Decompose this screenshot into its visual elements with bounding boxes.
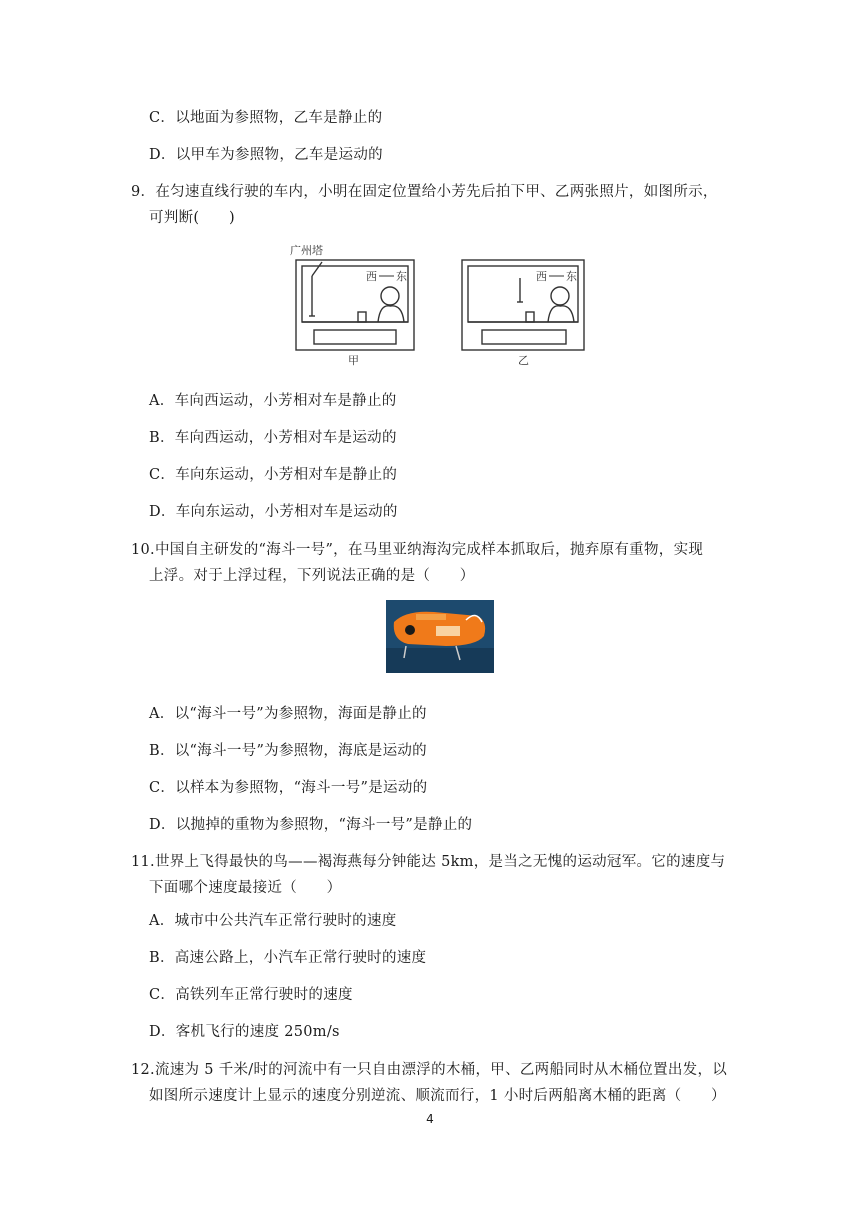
q11-stem-line1: 11.世界上飞得最快的鸟——褐海燕每分钟能达 5km，是当之无愧的运动冠军。它的速度与: [131, 854, 726, 870]
q11-option-d: D．客机飞行的速度 250m/s: [149, 1024, 340, 1040]
q9-option-c: C．车向东运动，小芳相对车是静止的: [149, 467, 398, 483]
q11-option-b: B．高速公路上，小汽车正常行驶时的速度: [149, 950, 427, 966]
caption-jia: 甲: [348, 354, 359, 367]
q9-option-a: A．车向西运动，小芳相对车是静止的: [149, 393, 397, 409]
q9-option-b: B．车向西运动，小芳相对车是运动的: [149, 430, 397, 446]
q11-option-c: C．高铁列车正常行驶时的速度: [149, 987, 353, 1003]
q10-stem-line2: 上浮。对于上浮过程，下列说法正确的是（ ）: [149, 568, 475, 584]
west-label-right: 西: [536, 270, 547, 283]
east-label-left: 东: [396, 270, 407, 283]
q9-stem-line1: 9．在匀速直线行驶的车内，小明在固定位置给小芳先后拍下甲、乙两张照片，如图所示，: [131, 184, 718, 200]
q9-stem-line2: 可判断( ): [149, 210, 235, 226]
submersible-photo: [386, 600, 494, 673]
q12-stem-line2: 如图所示速度计上显示的速度分别逆流、顺流而行，1 小时后两船离木桶的距离（ ）: [149, 1088, 726, 1104]
q11-option-a: A．城市中公共汽车正常行驶时的速度: [149, 913, 397, 929]
page-number: 4: [426, 1112, 434, 1126]
tower-label: 广州塔: [290, 244, 323, 257]
q10-stem-line1: 10.中国自主研发的“海斗一号”，在马里亚纳海沟完成样本抓取后，抛弃原有重物，实现: [131, 542, 704, 558]
q8-option-d: D．以甲车为参照物，乙车是运动的: [149, 147, 383, 163]
q10-option-c: C．以样本为参照物，“海斗一号”是运动的: [149, 780, 428, 796]
q8-option-c: C．以地面为参照物，乙车是静止的: [149, 110, 383, 126]
q10-option-b: B．以“海斗一号”为参照物，海底是运动的: [149, 743, 427, 759]
q12-stem-line1: 12.流速为 5 千米/时的河流中有一只自由漂浮的木桶，甲、乙两船同时从木桶位置出发，以: [131, 1062, 728, 1078]
caption-yi: 乙: [518, 354, 529, 367]
west-label-left: 西: [366, 270, 377, 283]
q10-option-d: D．以抛掉的重物为参照物，“海斗一号”是静止的: [149, 817, 473, 833]
q11-stem-line2: 下面哪个速度最接近（ ）: [149, 880, 342, 896]
q9-figure: [290, 242, 590, 372]
q10-option-a: A．以“海斗一号”为参照物，海面是静止的: [149, 706, 427, 722]
q9-option-d: D．车向东运动，小芳相对车是运动的: [149, 504, 398, 520]
east-label-right: 东: [566, 270, 577, 283]
